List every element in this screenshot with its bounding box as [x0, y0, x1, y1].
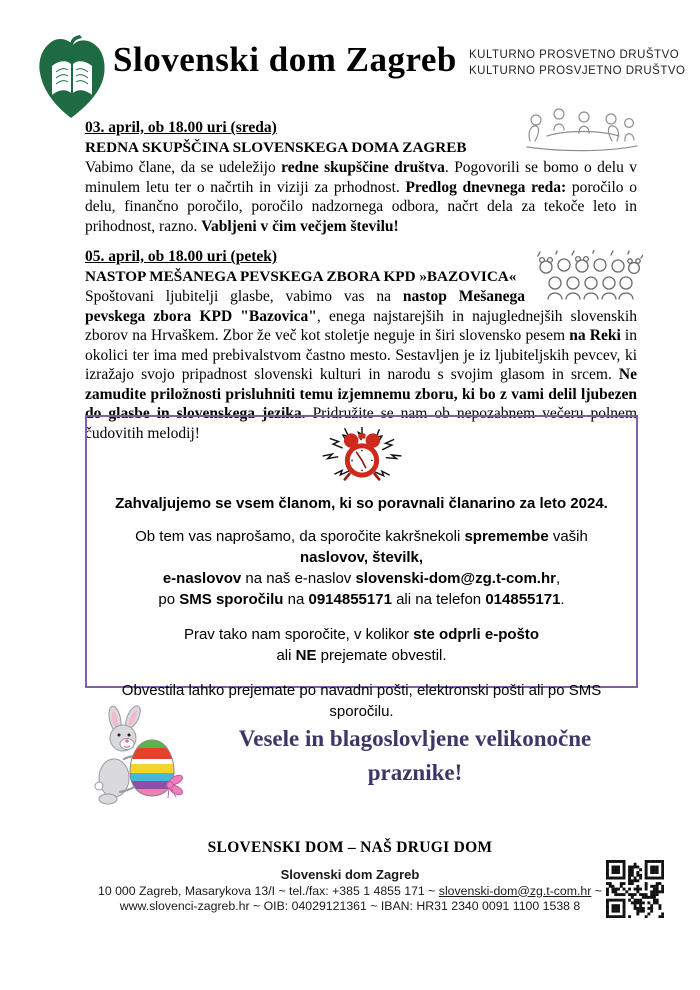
easter-greeting-line1: Vesele in blagoslovljene velikonočne — [238, 726, 592, 751]
thanks-line: Zahvaljujemo se vsem članom, ki so poravnali članarino za leto 2024. — [115, 495, 608, 512]
event-section-assembly — [85, 118, 637, 236]
event-body: Vabimo člane, da se udeležijo redne skupščine društva. Pogovorili se bomo o delu v minulem letu ter o načrtih in viziji za prhodnost. Predlog dnevnega reda: poročilo o delu, finančno poročilo, poročilo nadzornega odbora, načrt dela za tekoče leto in prihodnost, razno. Vabljeni v čim večjem številu! — [85, 159, 638, 235]
event-body: Spoštovani ljubitelji glasbe, vabimo vas na nastop Mešanega pevskega zbora KPD "Bazovica", enega najstarejših in najuglednejših slovenskih zborov na Hrvaškem. Zbor že več kot stoletje neguje in širi slovensko pesem na Reki in okolici ter ima med prebivalstvom častno mesto. Sestavljen je iz ljubiteljskih pevcev, ki izražajo svojo pripadnost slovenski kulturi in narodu s svojim glasom in srcem. Ne zamudite priložnosti prisluhniti temu izjemnemu zboru, ki bo z vami delil ljubezen do glasbe in slovenskega jezika. Pridružite se nam ob nepozabnem večeru polnem čudovitih melodij! — [85, 288, 637, 442]
footer-email-link[interactable]: slovenski-dom@zg.t-com.hr — [438, 883, 592, 898]
notice-paragraph-contact: Ob tem vas naprošamo, da sporočite kakršnekoli spremembe vaših naslovov, številk, e-naslovov na naš e-naslov slovenski-dom@zg.t-com.hr, po SMS sporočilu na 0914855171 ali na telefon 014855171. — [135, 528, 588, 608]
leaf-book-logo-icon — [37, 35, 107, 119]
event-section-choir — [85, 247, 637, 443]
event-title: NASTOP MEŠANEGA PEVSKEGA ZBORA KPD »BAZOVICA« — [85, 268, 517, 285]
footer-address-prefix: 10 000 Zagreb, Masarykova 13/I ~ tel./fax: +385 1 4855 171 ~ — [98, 883, 439, 898]
footer-org-name: Slovenski dom Zagreb — [280, 867, 420, 882]
event-title: REDNA SKUPŠČINA SLOVENSKEGA DOMA ZAGREB — [85, 139, 467, 156]
choir-clipart-icon — [525, 247, 637, 305]
org-subtitle — [469, 48, 685, 79]
footer-address-line1 — [0, 884, 700, 900]
footer-address-suffix: ~ — [591, 883, 602, 898]
slogan: SLOVENSKI DOM – NAŠ DRUGI DOM — [207, 839, 493, 856]
footer — [0, 867, 700, 915]
footer-address-line2: www.slovenci-zagreb.hr ~ OIB: 04029121361 ~ IBAN: HR31 2340 0091 1100 1538 8 — [119, 899, 581, 913]
page-title: Slovenski dom Zagreb — [113, 40, 457, 79]
membership-notice-box — [85, 415, 638, 720]
event-date: 05. april, ob 18.00 uri (petek) — [85, 248, 278, 265]
org-line2: KULTURNO PROSVJETNO DRUŠTVO — [469, 64, 686, 77]
org-line1: KULTURNO PROSVETNO DRUŠTVO — [469, 49, 680, 61]
event-date: 03. april, ob 18.00 uri (sreda) — [85, 119, 277, 136]
meeting-people-clipart-icon — [513, 118, 637, 158]
notice-paragraph-channels: Obvestila lahko prejemate po navadni pošti, elektronski pošti ali po SMS sporočilu. — [121, 682, 602, 720]
bunny-easter-egg-icon — [86, 704, 186, 808]
notice-paragraph-email-status: Prav tako nam sporočite, v kolikor ste odprli e-pošto ali NE prejemate obvestil. — [183, 626, 540, 664]
alarm-clock-icon — [316, 427, 408, 483]
easter-greeting-line2: praznike! — [367, 760, 463, 785]
qr-code — [606, 860, 664, 918]
easter-greeting — [195, 722, 635, 790]
